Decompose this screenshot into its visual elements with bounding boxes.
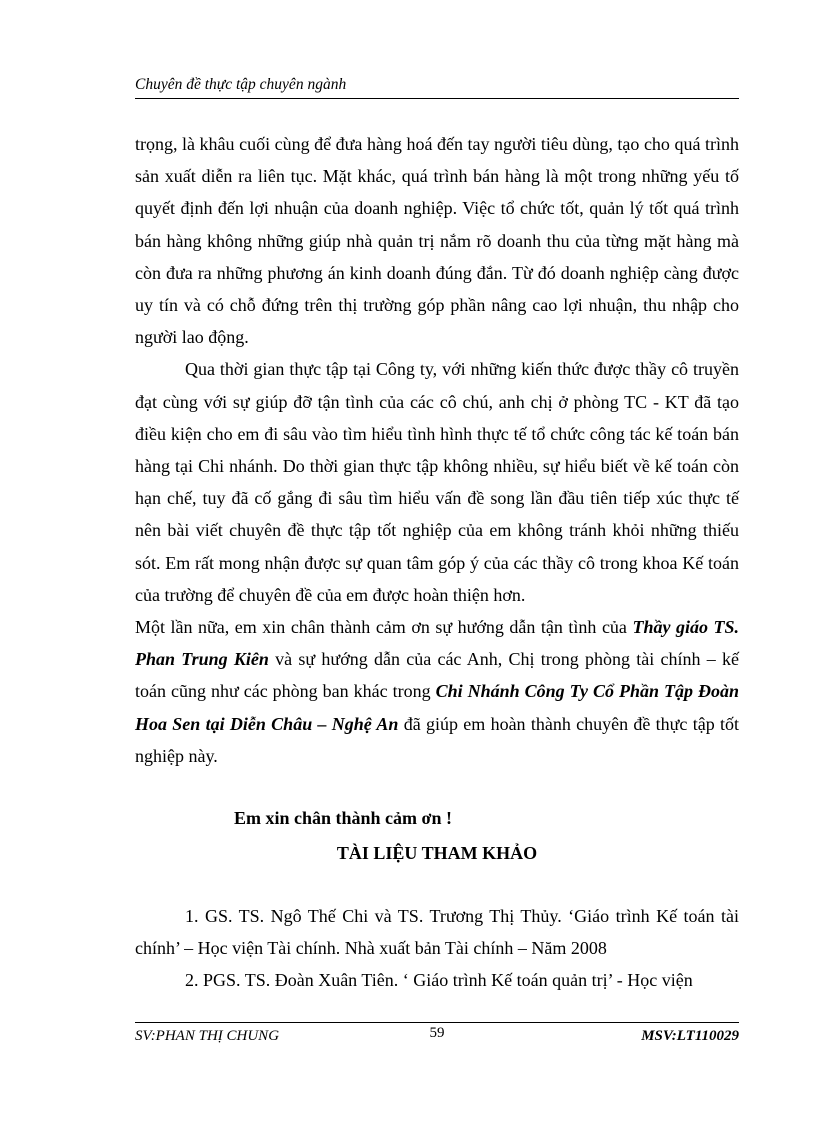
- reference-item-1: 1. GS. TS. Ngô Thế Chi và TS. Trương Thị Thủy. ‘Giáo trình Kế toán tài chính’ – Học viện Tài chính. Nhà xuất bản Tài chính – Năm 2008: [135, 906, 739, 959]
- paragraph-3-text-e: đã giúp em hoàn thành chuyên đề thực tập tốt nghiệp này.: [135, 713, 739, 766]
- references-list: [135, 900, 739, 997]
- page-footer: [135, 1022, 739, 1053]
- paragraph-1: trọng, là khâu cuối cùng để đưa hàng hoá đến tay người tiêu dùng, tạo cho quá trình sản xuất diễn ra liên tục. Mặt khác, quá trình bán hàng là một trong những yếu tố quyết định đến lợi nhuận của doanh nghiệp. Việc tổ chức tốt, quản lý tốt quá trình bán hàng không những giúp nhà quản trị nắm rõ doanh thu của từng mặt hàng mà còn đưa ra những phương án kinh doanh đúng đắn. Từ đó doanh nghiệp càng được uy tín và có chỗ đứng trên thị trường góp phần nâng cao lợi nhuận, thu nhập cho người lao động.: [135, 134, 739, 348]
- paragraph-2: Qua thời gian thực tập tại Công ty, với những kiến thức được thầy cô truyền đạt cùng với sự giúp đỡ tận tình của các cô chú, anh chị ở phòng TC - KT đã tạo điều kiện cho em đi sâu vào tìm hiểu tình hình thực tế tổ chức công tác kế toán bán hàng tại Chi nhánh. Do thời gian thực tập không nhiều, sự hiểu biết về kế toán còn hạn chế, tuy đã cố gắng đi sâu tìm hiểu vấn đề song lần đầu tiên tiếp xúc thực tế nên bài viết chuyên đề thực tập tốt nghiệp của em không tránh khỏi những thiếu sót. Em rất mong nhận được sự quan tâm góp ý của các thầy cô trong khoa Kế toán của trường để chuyên đề của em được hoàn thiện hơn.: [135, 359, 739, 605]
- main-body: [135, 128, 739, 772]
- thanks-line: Em xin chân thành cảm ơn !: [234, 808, 453, 828]
- footer-page-number: 59: [429, 1025, 445, 1041]
- advisor-name: Thầy giáo TS. Phan Trung Kiên: [135, 617, 739, 670]
- paragraph-3: [135, 611, 739, 772]
- company-name: Chi Nhánh Công Ty Cổ Phần Tập Đoàn Hoa Sen tại Diễn Châu – Nghệ An: [135, 681, 739, 734]
- footer-student-name: SV:PHAN THỊ CHUNG: [135, 1028, 280, 1044]
- paragraph-3-text-c: và sự hướng dẫn của các Anh, Chị trong phòng tài chính – kế toán cũng như các phòng ban khác trong: [135, 649, 739, 702]
- references-title: TÀI LIỆU THAM KHẢO: [336, 843, 538, 863]
- page-header: [135, 74, 739, 99]
- header-title: Chuyên đề thực tập chuyên ngành: [135, 76, 347, 93]
- footer-student-id: MSV:LT110029: [641, 1028, 739, 1044]
- paragraph-3-text-a: Một lần nữa, em xin chân thành cảm ơn sự hướng dẫn tận tình của: [135, 617, 633, 638]
- reference-item-2: 2. PGS. TS. Đoàn Xuân Tiên. ‘ Giáo trình Kế toán quản trị’ - Học viện: [185, 970, 693, 991]
